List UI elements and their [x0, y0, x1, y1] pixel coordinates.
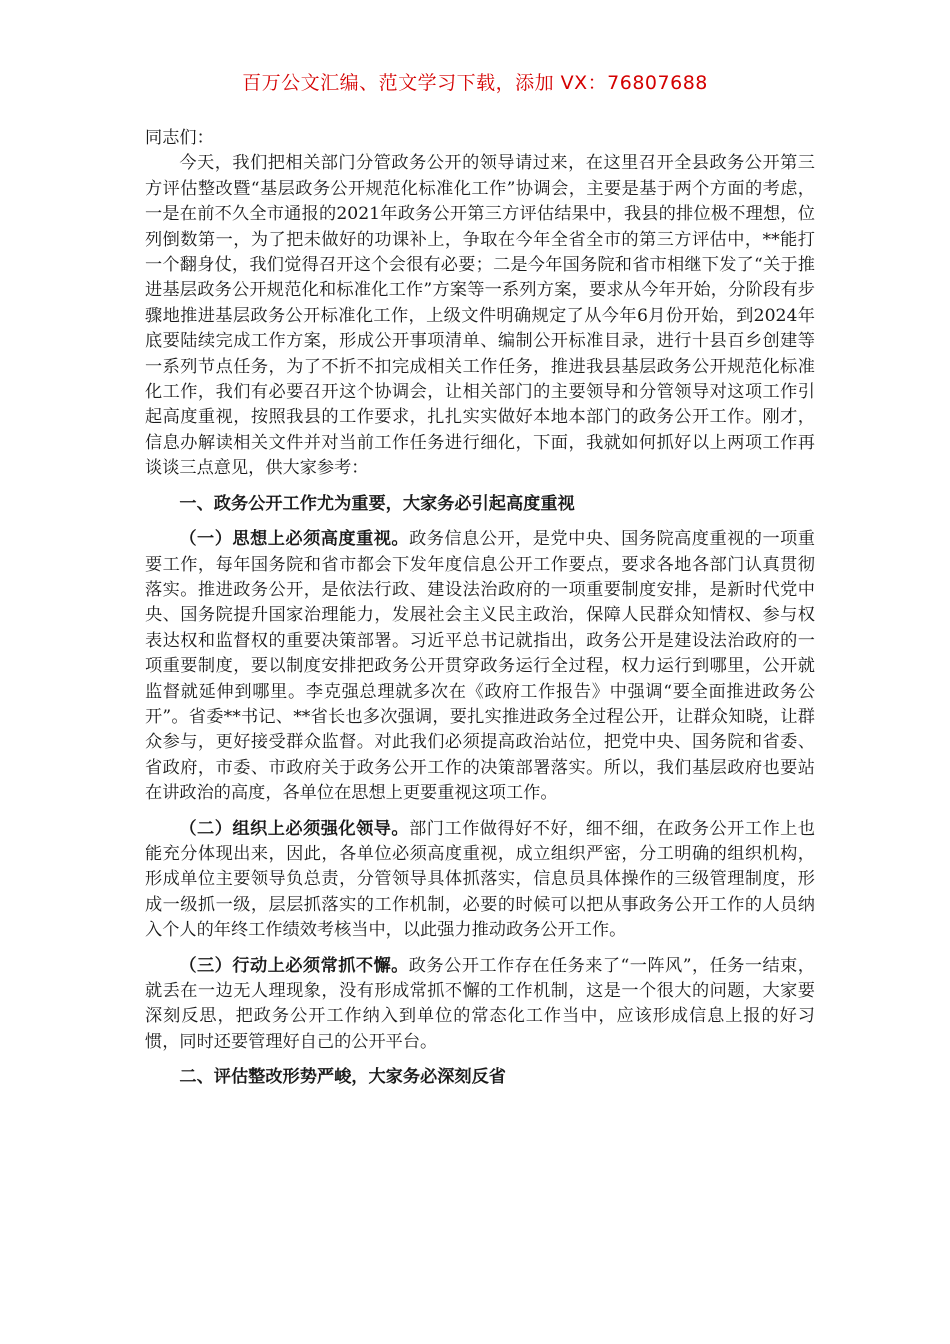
section-1-heading: 一、政务公开工作尤为重要，大家务必引起高度重视	[179, 493, 575, 514]
paragraph-2-lead: （二）组织上必须强化领导。	[179, 818, 410, 839]
paragraph-2	[145, 817, 815, 944]
paragraph-1-lead: （一）思想上必须高度重视。	[179, 529, 410, 550]
download-banner: 百万公文汇编、范文学习下载，添加 VX：76807688	[242, 72, 708, 94]
paragraph-3-text: 政务公开工作存在任务来了“一阵风”，任务一结束，就丢在一边无人理现象，没有形成常抓不懈的工作机制，这是一个很大的问题，大家要深刻反思，把政务公开工作纳入到单位的常态化工作当中，应该形成信息上报的好习惯，同时还要管理好自己的公开平台。	[145, 955, 815, 1052]
paragraph-1-text: 政务信息公开，是党中央、国务院高度重视的一项重要工作，每年国务院和省市都会下发年度信息公开工作要点，要求各地各部门认真贯彻落实。推进政务公开，是依法行政、建设法治政府的一项重要制度安排，是新时代党中央、国务院提升国家治理能力，发展社会主义民主政治，保障人民群众知情权、参与权表达权和监督权的重要决策部署。习近平总书记就指出，政务公开是建设法治政府的一项重要制度，要以制度安排把政务公开贯穿政务运行全过程，权力运行到哪里，公开就监督就延伸到哪里。李克强总理就多次在《政府工作报告》中强调“要全面推进政务公开”。省委**书记、**省长也多次强调，要扎实推进政务全过程公开，让群众知晓，让群众参与，更好接受群众监督。对此我们必须提高政治站位，把党中央、国务院和省委、省政府，市委、市政府关于政务公开工作的决策部署落实。所以，我们基层政府也要站在讲政治的高度，各单位在思想上更要重视这项工作。	[145, 529, 815, 804]
paragraph-2-text: 部门工作做得好不好，细不细，在政务公开工作上也能充分体现出来，因此，各单位必须高度重视，成立组织严密，分工明确的组织机构，形成单位主要领导负总责，分管领导具体抓落实，信息员具体操作的三级管理制度，形成一级抓一级，层层抓落实的工作机制，必要的时候可以把从事政务公开工作的人员纳入个人的年终工作绩效考核当中，以此强力推动政务公开工作。	[145, 818, 815, 941]
section-2-heading: 二、评估整改形势严峻，大家务必深刻反省	[179, 1067, 506, 1088]
document-body	[145, 126, 815, 1091]
intro-paragraph: 今天，我们把相关部门分管政务公开的领导请过来，在这里召开全县政务公开第三方评估整改暨“基层政务公开规范化标准化工作”协调会，主要是基于两个方面的考虑，一是在前不久全市通报的2021年政务公开第三方评估结果中，我县的排位极不理想，位列倒数第一，为了把未做好的功课补上，争取在今年全省全市的第三方评估中，**能打一个翻身仗，我们觉得召开这个会很有必要；二是今年国务院和省市相继下发了“关于推进基层政务公开规范化和标准化工作”方案等一系列方案，要求从今年开始，分阶段有步骤地推进基层政务公开标准化工作，上级文件明确规定了从今年6月份开始，到2024年底要陆续完成工作方案，形成公开事项清单、编制公开标准目录，进行十县百乡创建等一系列节点任务，为了不折不扣完成相关工作任务，推进我县基层政务公开规范化标准化工作，我们有必要召开这个协调会，让相关部门的主要领导和分管领导对这项工作引起高度重视，按照我县的工作要求，扎扎实实做好本地本部门的政务公开工作。刚才，信息办解读相关文件并对当前工作任务进行细化，下面，我就如何抓好以上两项工作再谈谈三点意见，供大家参考：	[145, 153, 815, 479]
paragraph-3	[145, 954, 815, 1056]
paragraph-1	[145, 527, 815, 806]
salutation: 同志们：	[145, 128, 214, 148]
paragraph-3-lead: （三）行动上必须常抓不懈。	[179, 955, 409, 976]
